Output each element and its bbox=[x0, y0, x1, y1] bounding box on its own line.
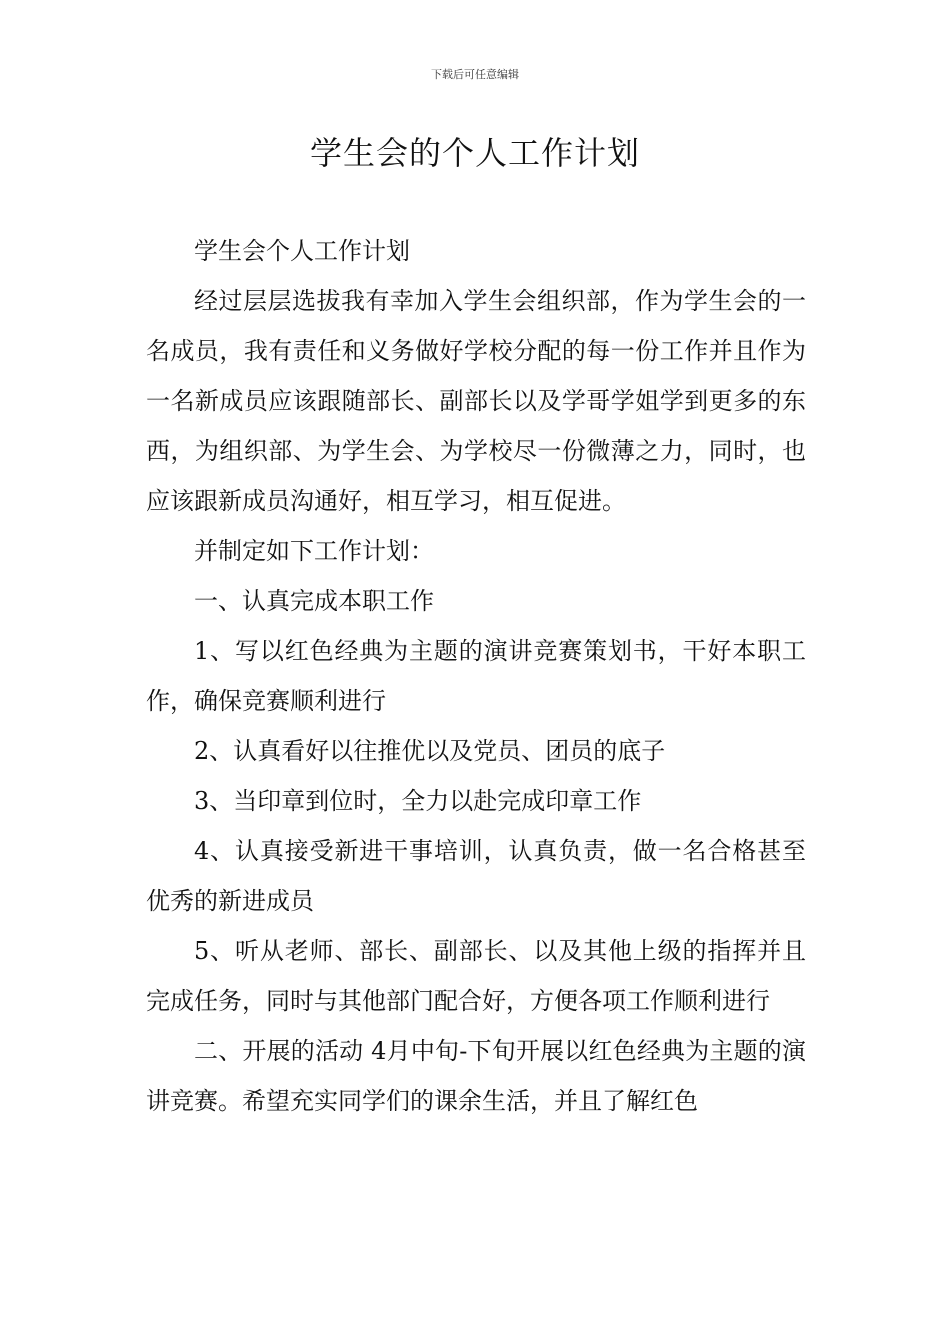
document-title: 学生会的个人工作计划 bbox=[309, 134, 640, 172]
section-heading-1: 一、认真完成本职工作 bbox=[194, 587, 434, 615]
paragraph-intro: 经过层层选拔我有幸加入学生会组织部，作为学生会的一名成员，我有责任和义务做好学校分配的每一份工作并且作为一名新成员应该跟随部长、副部长以及学哥学姐学到更多的东西，为组织部、为学生会、为学校尽一份微薄之力，同时，也应该跟新成员沟通好，相互学习，相互促进。 bbox=[146, 287, 806, 515]
list-item-4: 4、认真接受新进干事培训，认真负责，做一名合格甚至优秀的新进成员 bbox=[146, 837, 806, 915]
paragraph-subtitle: 学生会个人工作计划 bbox=[194, 237, 410, 265]
section-heading-2: 二、开展的活动 4月中旬-下旬开展以红色经典为主题的演讲竞赛。希望充实同学们的课余生活，并且了解红色 bbox=[146, 1037, 806, 1115]
list-item-5: 5、听从老师、部长、副部长、以及其他上级的指挥并且完成任务，同时与其他部门配合好，方便各项工作顺利进行 bbox=[146, 937, 806, 1015]
header-note: 下载后可任意编辑 bbox=[431, 68, 519, 81]
document-body bbox=[146, 226, 806, 1126]
list-item-1: 1、写以红色经典为主题的演讲竞赛策划书，干好本职工作，确保竞赛顺利进行 bbox=[146, 637, 806, 715]
paragraph-plan-lead: 并制定如下工作计划： bbox=[194, 537, 434, 565]
list-item-3: 3、当印章到位时，全力以赴完成印章工作 bbox=[194, 787, 642, 815]
list-item-2: 2、认真看好以往推优以及党员、团员的底子 bbox=[194, 737, 666, 765]
